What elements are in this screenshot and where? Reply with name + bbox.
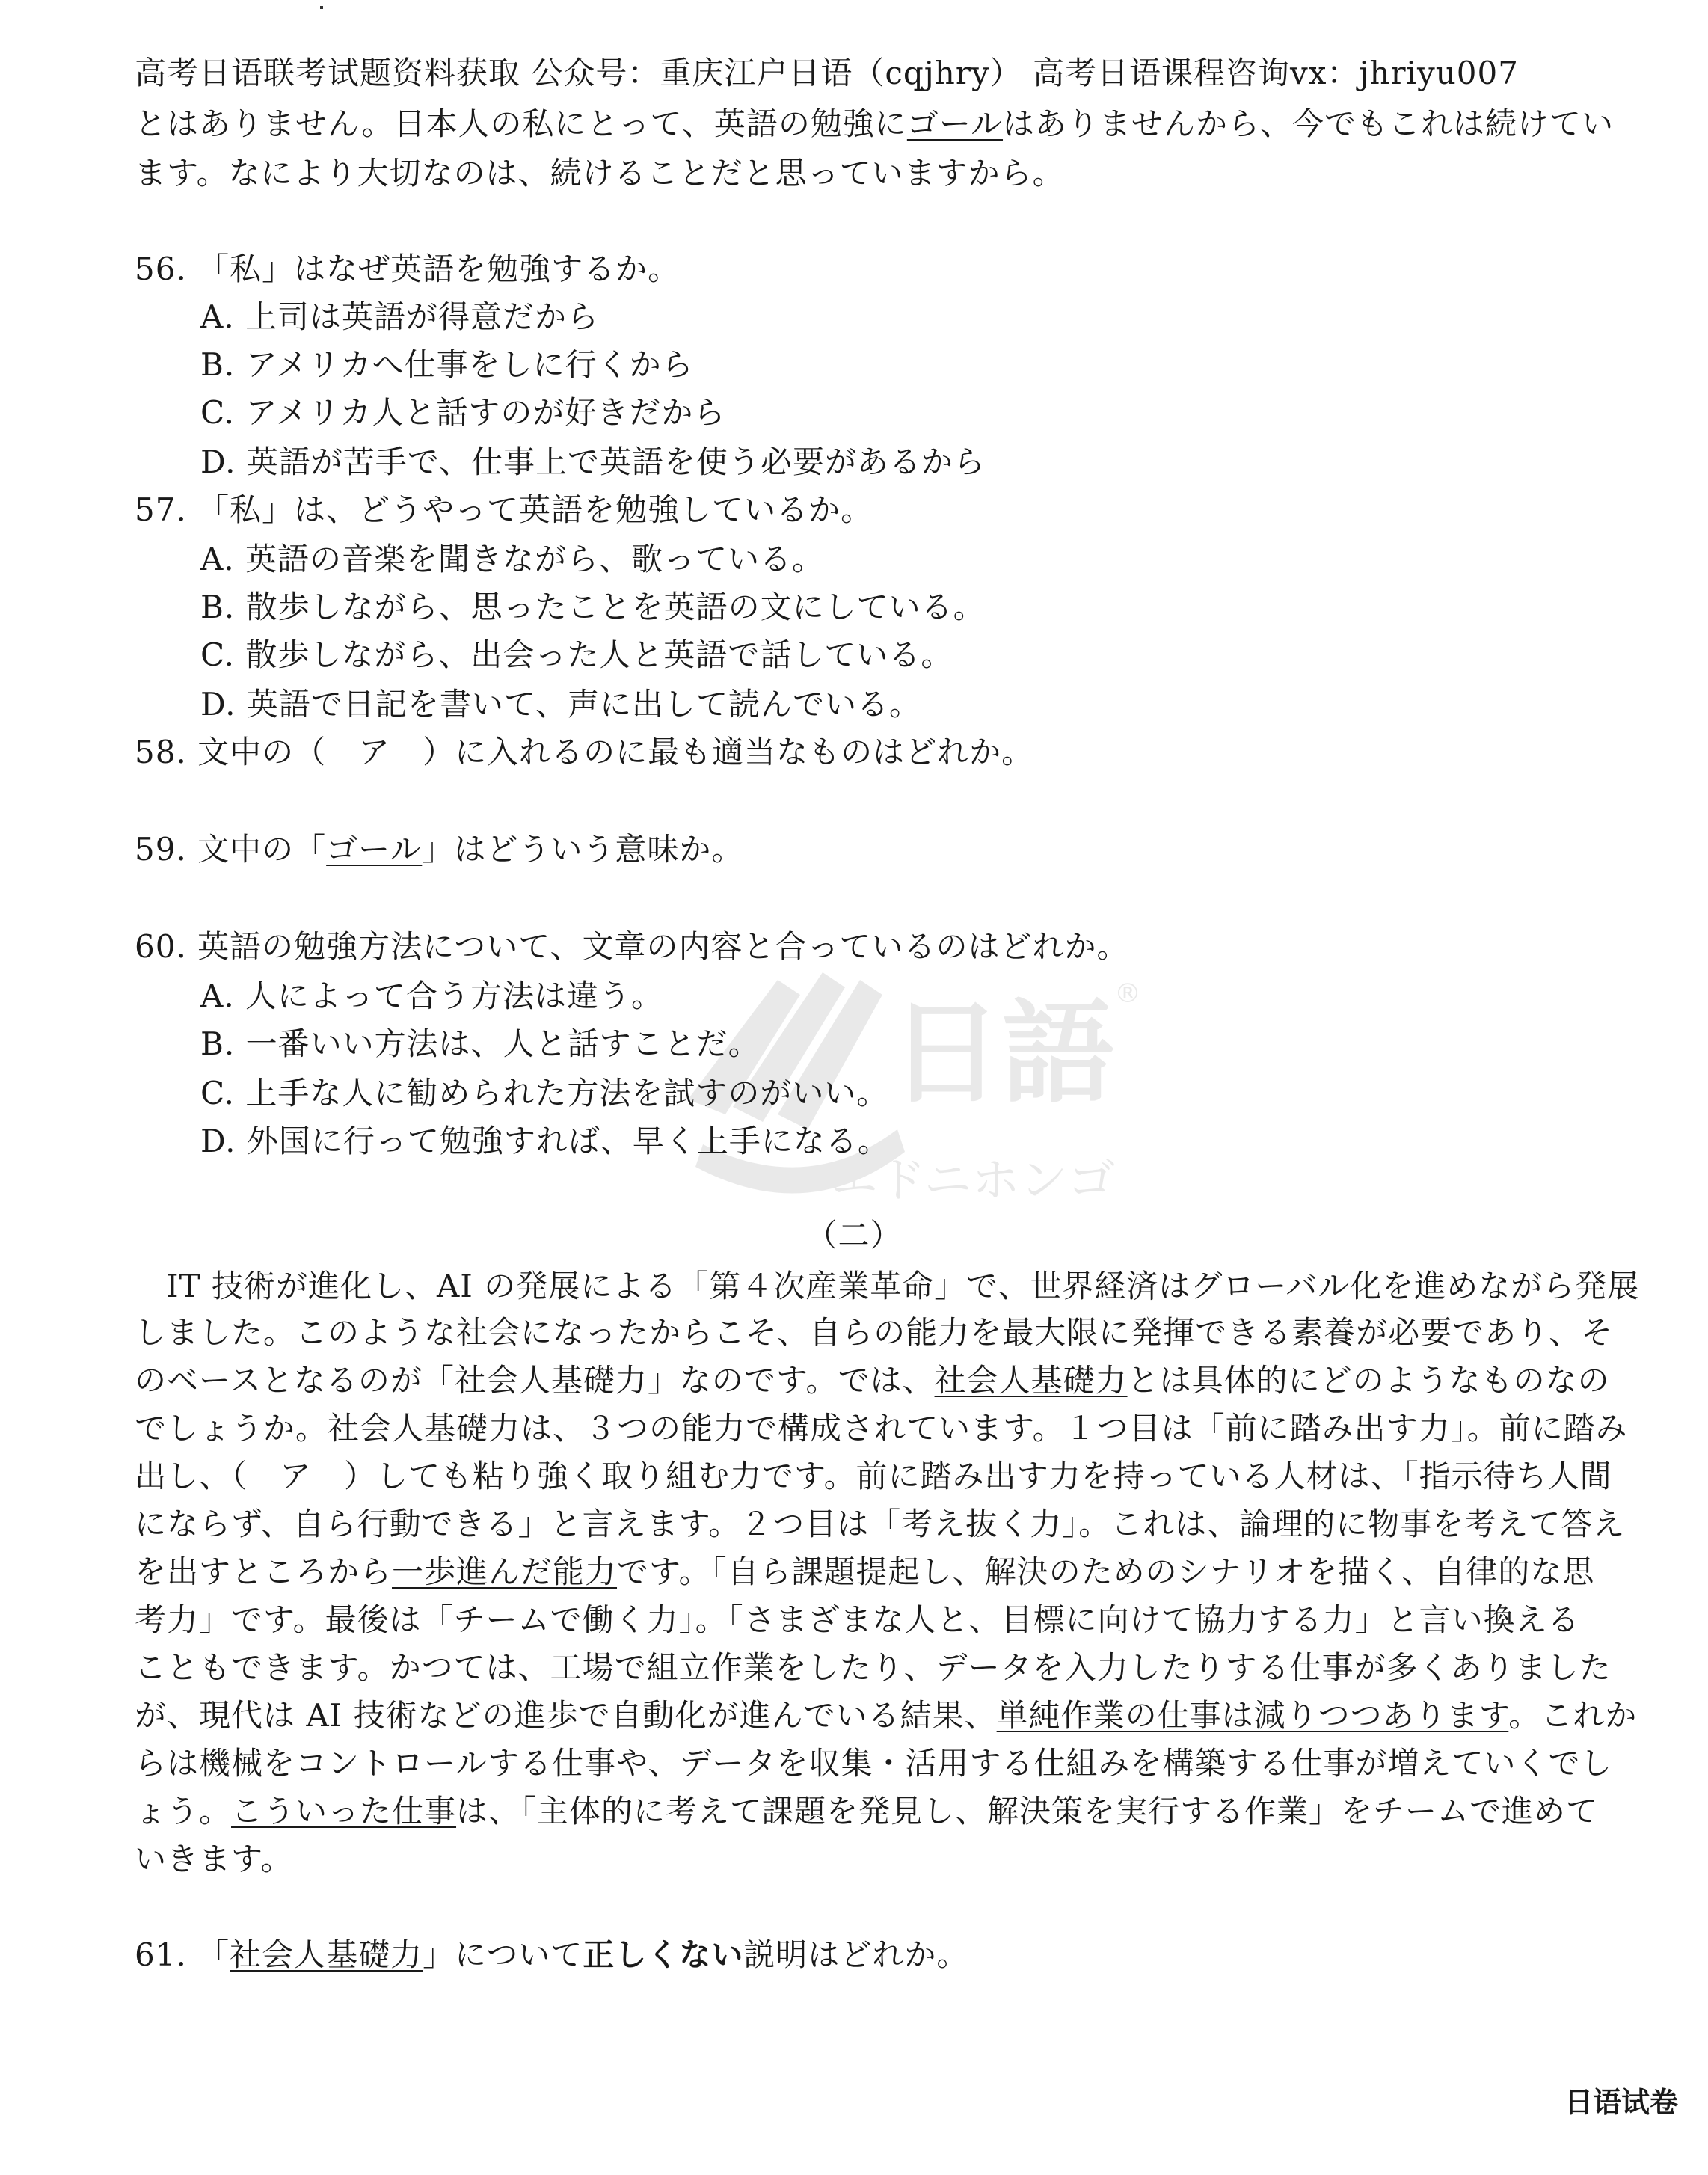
q59-stem: 59. 文中の「ゴール」はどういう意味か。 [135,831,744,868]
passage-line-13: いきます。 [135,1841,293,1877]
q56-option-b: B. アメリカへ仕事をしに行くから [200,346,694,383]
watermark-brand: 日語 [890,989,1115,1119]
intro-line-1: とはありません。日本人の私にとって、英語の勉強にゴールはありませんから、今でもこれは続けてい [135,105,1615,142]
footer-label: 日语试卷 [1564,2085,1678,2119]
watermark-registered: ® [1114,978,1141,1009]
q57-option-a: A. 英語の音楽を聞きながら、歌っている。 [200,541,825,577]
passage-line-8: 考力」です。最後は「チームで働く力」。「さまざまな人と、目標に向けて協力する力」と言い換える [135,1601,1580,1638]
passage-line-12: ょう。こういった仕事は、「主体的に考えて課題を発見し、解決策を実行する作業」をチームで進めて [135,1793,1599,1829]
header-line: 高考日语联考试题资料获取 公众号：重庆江户日语（cqjhry） 高考日语课程咨询vx：jhriyu007 [135,55,1519,91]
watermark-kana: エドニホンゴ [830,1153,1116,1209]
passage-line-3: のベースとなるのが「社会人基礎力」なのです。では、社会人基礎力とは具体的にどのようなものなの [135,1362,1610,1399]
scan-dot [320,6,323,9]
q57-stem: 57. 「私」は、どうやって英語を勉強しているか。 [135,491,873,528]
section-title: （二） [805,1217,903,1254]
passage-line-2: しました。このような社会になったからこそ、自らの能力を最大限に発揮できる素養が必要であり、そ [135,1314,1614,1351]
passage-line-5: 出し、（ ア ）しても粘り強く取り組む力です。前に踏み出す力を持っている人材は、「指示待ち人間 [135,1458,1612,1494]
passage-line-11: らは機械をコントロールする仕事や、データを収集・活用する仕組みを構築する仕事が増えていくでし [135,1745,1613,1782]
q57-option-c: C. 散歩しながら、出会った人と英語で話している。 [200,636,953,673]
passage-line-10: が、現代は AI 技術などの進歩で自動化が進んでいる結果、単純作業の仕事は減りつつあります。これか [135,1697,1638,1734]
passage-line-6: にならず、自ら行動できる」と言えます。２つ目は「考え抜く力」。これは、論理的に物事を考えて答え [135,1506,1626,1542]
passage-line-7: を出すところから一歩進んだ能力です。「自ら課題提起し、解決のためのシナリオを描く、自律的な思 [135,1553,1595,1590]
q60-option-d: D. 外国に行って勉強すれば、早く上手になる。 [200,1123,890,1159]
passage-line-9: こともできます。かつては、工場で組立作業をしたり、データを入力したりする仕事が多くありました [135,1649,1612,1686]
q61-stem: 61. 「社会人基礎力」について正しくない説明はどれか。 [135,1936,969,1973]
q60-stem: 60. 英語の勉強方法について、文章の内容と合っているのはどれか。 [135,928,1129,965]
q56-option-d: D. 英語が苦手で、仕事上で英語を使う必要があるから [200,444,986,480]
goal-underline: ゴール [906,105,1004,142]
q57-option-d: D. 英語で日記を書いて、声に出して読んでいる。 [200,686,922,723]
intro-line-2: ます。なにより大切なのは、続けることだと思っていますから。 [135,155,1065,191]
q56-option-a: A. 上司は英語が得意だから [200,298,600,335]
passage-line-4: でしょうか。社会人基礎力は、３つの能力で構成されています。１つ目は「前に踏み出す力」。前に踏み [135,1410,1628,1447]
q60-option-b: B. 一番いい方法は、人と話すことだ。 [200,1025,761,1062]
q56-stem: 56. 「私」はなぜ英語を勉強するか。 [135,251,681,287]
q58-stem: 58. 文中の（ ア ）に入れるのに最も適当なものはどれか。 [135,734,1034,770]
q60-option-a: A. 人によって合う方法は違う。 [200,978,664,1014]
q56-option-c: C. アメリカ人と話すのが好きだから [200,394,726,431]
passage-line-1: IT 技術が進化し、AI の発展による「第４次産業革命」で、世界経済はグローバル化を進めながら発展 [166,1268,1640,1304]
q57-option-b: B. 散歩しながら、思ったことを英語の文にしている。 [200,589,986,625]
q60-option-c: C. 上手な人に勧められた方法を試すのがいい。 [200,1075,889,1111]
